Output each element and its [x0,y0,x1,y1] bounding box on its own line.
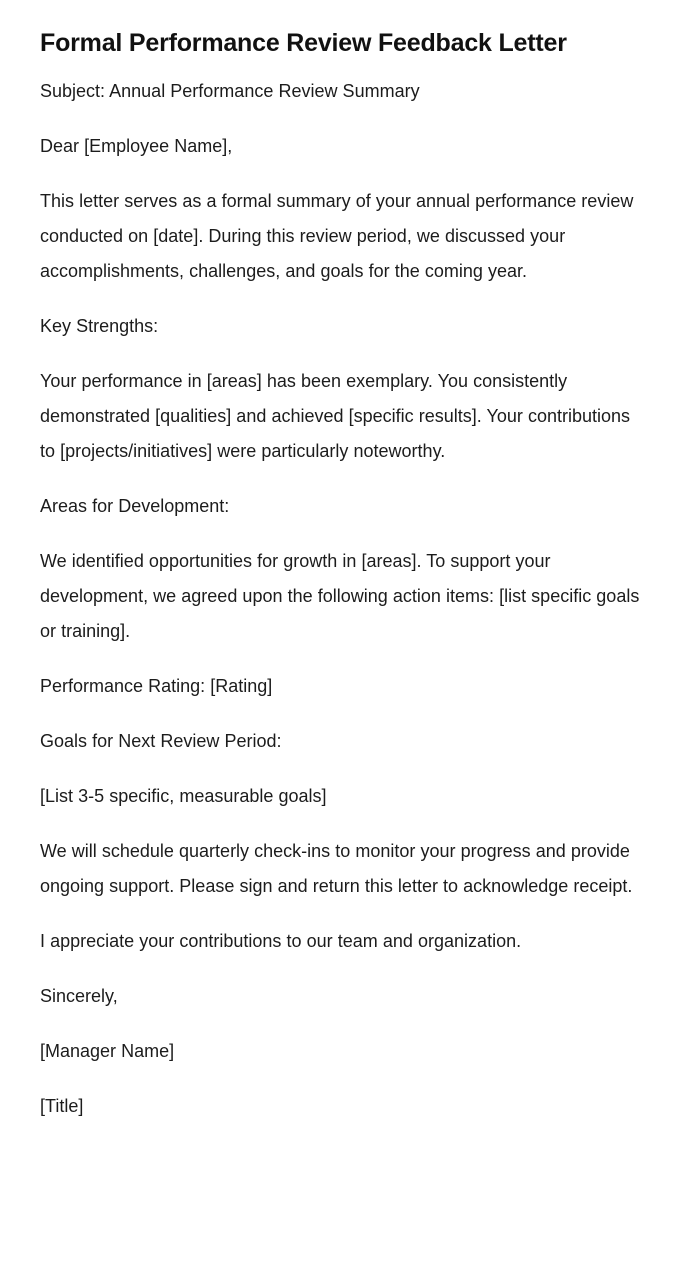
areas-for-development-heading: Areas for Development: [40,496,230,516]
areas-for-development-paragraph: We identified opportunities for growth in [areas]. To support your development, we agreed upon the following action items: [list specific goals or training]. [40,551,640,641]
closing-line: Sincerely, [40,986,118,1006]
key-strengths-heading: Key Strengths: [40,316,159,336]
manager-title-line: [Title] [40,1096,84,1116]
check-ins-paragraph: We will schedule quarterly check-ins to monitor your progress and provide ongoing support. Please sign and return this letter to acknowledge receipt. [40,841,633,896]
salutation-line: Dear [Employee Name], [40,136,233,156]
introduction-paragraph: This letter serves as a formal summary of your annual performance review conducted on [date]. During this review period, we discussed your accomplishments, challenges, and goals for the coming year. [40,191,634,281]
goals-heading: Goals for Next Review Period: [40,731,282,751]
key-strengths-paragraph: Your performance in [areas] has been exemplary. You consistently demonstrated [qualities] and achieved [specific results]. Your contributions to [projects/initiatives] were particularly noteworthy. [40,371,631,461]
manager-name-line: [Manager Name] [40,1041,175,1061]
page-title: Formal Performance Review Feedback Letter [40,29,567,57]
performance-rating-line: Performance Rating: [Rating] [40,676,273,696]
appreciation-paragraph: I appreciate your contributions to our team and organization. [40,931,522,951]
subject-line: Subject: Annual Performance Review Summary [40,81,420,101]
goals-list-placeholder: [List 3-5 specific, measurable goals] [40,786,327,806]
